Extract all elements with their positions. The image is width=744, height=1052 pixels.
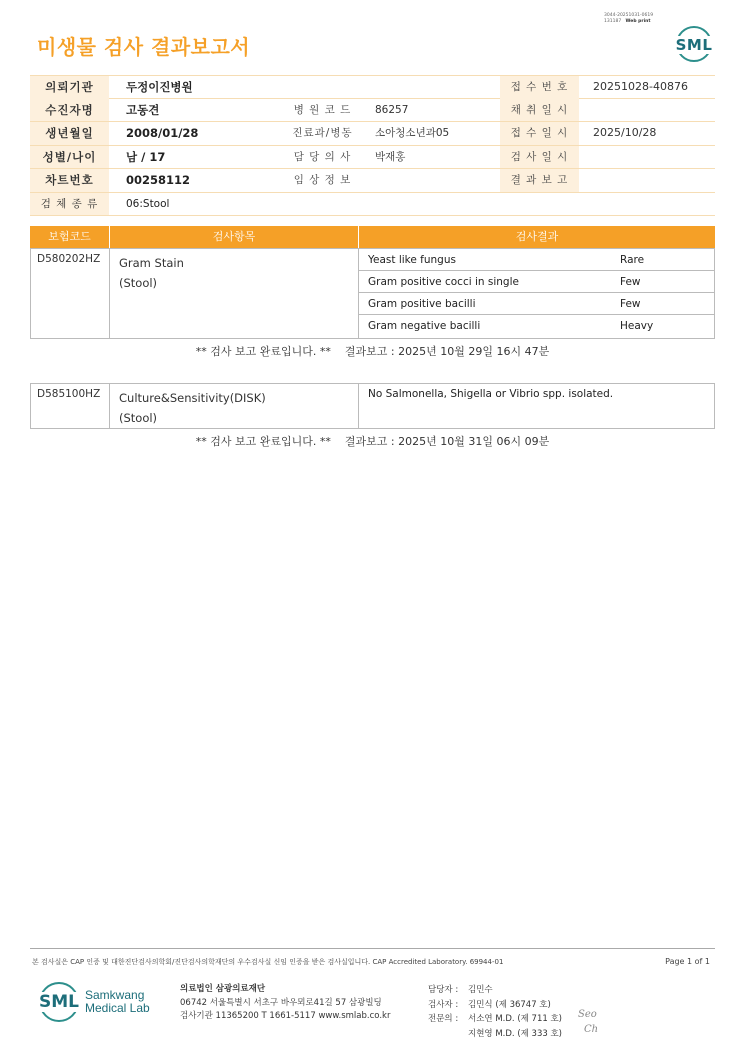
info-label: 접 수 일 시: [510, 127, 569, 139]
sml-footer-logo-icon: SML: [37, 982, 81, 1026]
info-label: 의뢰기관: [30, 76, 109, 99]
info-row: [30, 169, 715, 193]
info-label: 차트번호: [30, 169, 109, 192]
info-label: 결 과 보 고: [510, 174, 569, 186]
info-label: 진료과/병동: [292, 127, 353, 139]
info-label: 병 원 코 드: [293, 103, 352, 116]
result-list: [359, 249, 714, 338]
info-row: [30, 75, 715, 99]
page-number: Page 1 of 1: [665, 957, 710, 966]
insurance-code: D585100HZ: [31, 384, 110, 428]
organism-amount: Few: [620, 276, 641, 288]
info-value: 고동견: [126, 102, 160, 117]
info-row: [30, 122, 715, 146]
info-label: 생년월일: [30, 122, 109, 145]
info-value: 두정이진병원: [126, 80, 193, 94]
result-block-gram-stain: [30, 248, 715, 339]
test-item: Gram Stain (Stool): [110, 249, 359, 338]
info-value: 86257: [375, 103, 409, 116]
organism-name: Gram negative bacilli: [368, 320, 481, 332]
result-row: [359, 271, 714, 293]
header-item: 검사항목: [109, 226, 358, 248]
report-complete-note: ** 검사 보고 완료입니다. ** 결과보고 : 2025년 10월 31일 06시 09분: [195, 435, 550, 448]
certification-note: 본 검사실은 CAP 인증 및 대한진단검사의학회/진단검사의학재단의 우수검사실 신임 인증을 받은 검사실입니다. CAP Accredited Laboratory. 69944-01: [32, 958, 504, 966]
organization-info: 의료법인 삼광의료재단 06742 서울특별시 서초구 바우뫼로41길 57 삼광빌딩 검사기관 11365200 T 1661-5117 www.smlab.co.kr: [180, 984, 391, 1021]
insurance-code: D580202HZ: [31, 249, 110, 338]
info-label: 성별/나이: [30, 146, 109, 169]
info-label: 검 사 일 시: [510, 150, 569, 163]
print-meta: 3044-20251031-0619 131187 Web print: [604, 13, 654, 24]
test-item: Culture&Sensitivity(DISK) (Stool): [110, 384, 359, 428]
organism-name: Gram positive bacilli: [368, 298, 476, 310]
info-row: [30, 193, 715, 217]
result-row: [359, 293, 714, 315]
info-label: 접 수 번 호: [510, 81, 569, 93]
report-complete-note: ** 검사 보고 완료입니다. ** 결과보고 : 2025년 10월 29일 16시 47분: [195, 345, 550, 358]
info-label: 담 당 의 사: [293, 150, 352, 163]
sml-logo-icon: SML: [674, 26, 714, 62]
organism-amount: Heavy: [620, 320, 654, 332]
info-label: 검 체 종 류: [30, 193, 109, 216]
info-label: 채 취 일 시: [510, 103, 569, 116]
info-value: 남 / 17: [126, 149, 166, 164]
info-value: 06:Stool: [126, 197, 170, 210]
result-row: [359, 249, 714, 271]
patient-info-table: [30, 75, 715, 216]
signature-icon: Seo: [578, 1009, 597, 1020]
result-row: [359, 315, 714, 337]
footer-divider: [30, 948, 715, 949]
organism-name: Gram positive cocci in single: [368, 276, 519, 288]
info-label: 수진자명: [30, 99, 109, 122]
result-list: [359, 384, 714, 428]
result-block-culture: [30, 383, 715, 429]
info-value: 소아청소년과05: [375, 127, 450, 139]
info-label: 임 상 정 보: [293, 174, 352, 186]
report-title: 미생물 검사 결과보고서: [37, 35, 251, 59]
info-row: [30, 146, 715, 170]
info-value: 00258112: [126, 173, 191, 187]
organism-name: Yeast like fungus: [368, 254, 456, 266]
culture-result: No Salmonella, Shigella or Vibrio spp. isolated.: [368, 388, 614, 400]
results-header: [30, 226, 715, 248]
info-row: [30, 99, 715, 123]
lab-name: Samkwang Medical Lab: [85, 988, 150, 1015]
organism-amount: Rare: [620, 254, 645, 266]
header-code: 보험코드: [48, 230, 91, 243]
info-value: 20251028-40876: [593, 80, 688, 93]
signature-icon: Ch: [584, 1024, 599, 1035]
info-value: 2008/01/28: [126, 126, 199, 140]
info-value: 2025/10/28: [593, 126, 657, 139]
info-value: 박재홍: [375, 150, 406, 163]
organism-amount: Few: [620, 298, 641, 310]
header-result: 검사결과: [358, 226, 715, 248]
